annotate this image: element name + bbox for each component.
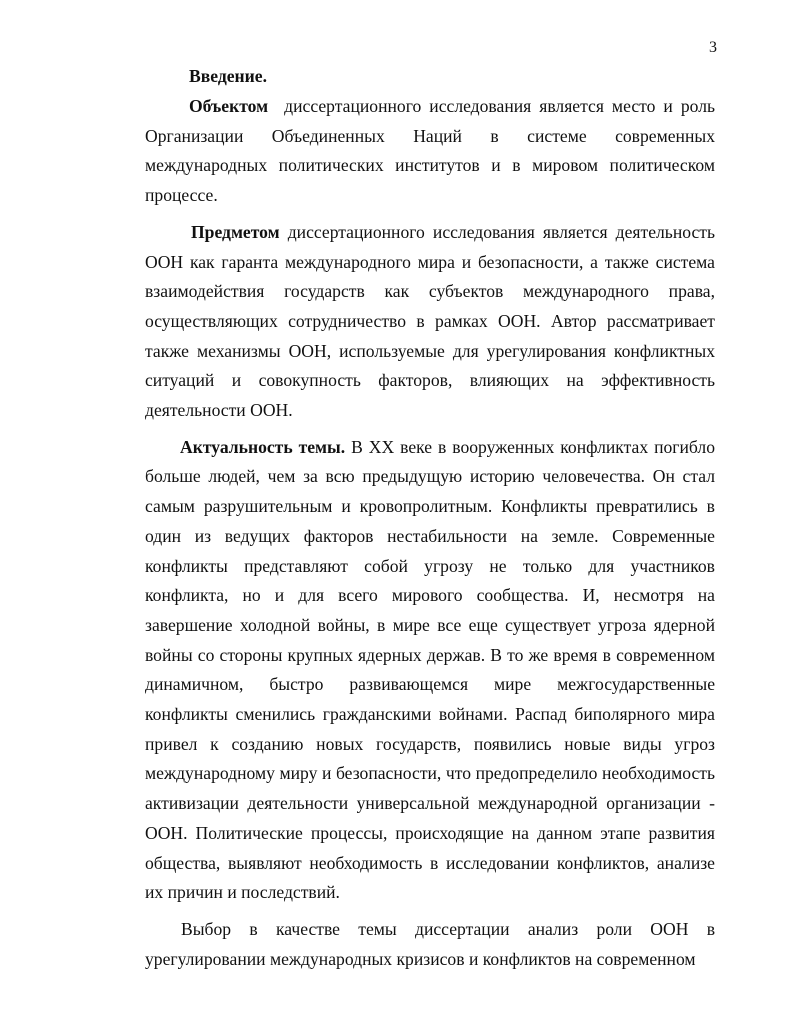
paragraph-relevance xyxy=(145,433,715,908)
paragraph-subject xyxy=(145,218,715,426)
text-line: больше людей, чем за всю предыдущую историю человечества. Он стал xyxy=(145,466,715,487)
text-line: взаимодействия государств как субъектов международного права, xyxy=(145,281,715,302)
text-line: процессе. xyxy=(145,185,218,206)
text-line: международному миру и безопасности, что предопределило xyxy=(145,763,598,784)
text-line: завершение холодной войны, в мире все еще существует угроза ядерной xyxy=(145,614,715,635)
text-line: В XX веке в вооруженных конфликтах погибло xyxy=(351,436,716,457)
text-line: Выбор в качестве темы диссертации анализ роли ООН в xyxy=(181,918,715,939)
text-line: ООН как гаранта международного мира и безопасности, а также система xyxy=(145,251,715,272)
text-line: урегулировании международных кризисов и конфликтов на современном xyxy=(145,948,696,969)
text-line: конфликта, но и для всего мирового сообщества. И, несмотря на xyxy=(145,585,715,606)
paragraph-object xyxy=(145,92,715,211)
text-line: международных политических институтов и в мировом политическом xyxy=(145,155,715,176)
body-text xyxy=(145,92,715,974)
text-line: один из ведущих факторов нестабильности на земле. Современные xyxy=(145,525,715,546)
text-line: осуществляющих сотрудничество в рамках ООН. Автор рассматривает xyxy=(145,310,715,331)
paragraph-lead: Объектом xyxy=(189,96,269,116)
text-line: диссертационного исследования является деятельность xyxy=(287,221,715,242)
text-line: динамичном, быстро развивающемся мире межгосударственные xyxy=(145,674,715,695)
text-line: Организации Объединенных Наций в системе современных xyxy=(145,125,715,146)
text-line: ситуаций и совокупность факторов, влияющих на эффективность xyxy=(145,370,715,391)
text-line: конфликты сменились гражданскими войнами. Распад биполярного мира xyxy=(145,704,715,725)
text-line: также механизмы ООН, используемые для урегулирования конфликтных xyxy=(145,340,715,361)
text-line: привел к созданию новых государств, появились новые виды угроз xyxy=(145,733,715,754)
page-number: 3 xyxy=(709,39,717,56)
paragraph-lead: Актуальность темы. xyxy=(180,436,346,457)
paragraph-choice xyxy=(145,915,715,974)
text-line: деятельности ООН. xyxy=(145,400,293,421)
text-line: войны со стороны крупных ядерных держав. В то же время в современном xyxy=(145,644,715,665)
paragraph-lead: Предметом xyxy=(191,221,280,242)
text-line: необходимость активизации деятельности универсальной международной xyxy=(145,763,715,814)
text-line: самым разрушительным и кровопролитным. Конфликты превратились в xyxy=(145,496,715,517)
text-line: этапе развития общества, выявляют необходимость в исследовании xyxy=(145,822,715,873)
text-line: конфликтов, анализе их причин и последствий. xyxy=(145,852,715,903)
section-heading: Введение. xyxy=(189,66,268,86)
text-line: диссертационного исследования является место и роль xyxy=(284,96,716,116)
text-line: конфликты представляют собой угрозу не только для участников xyxy=(145,555,715,576)
text-line: организации - ООН. Политические процессы, происходящие на данном xyxy=(145,793,715,843)
